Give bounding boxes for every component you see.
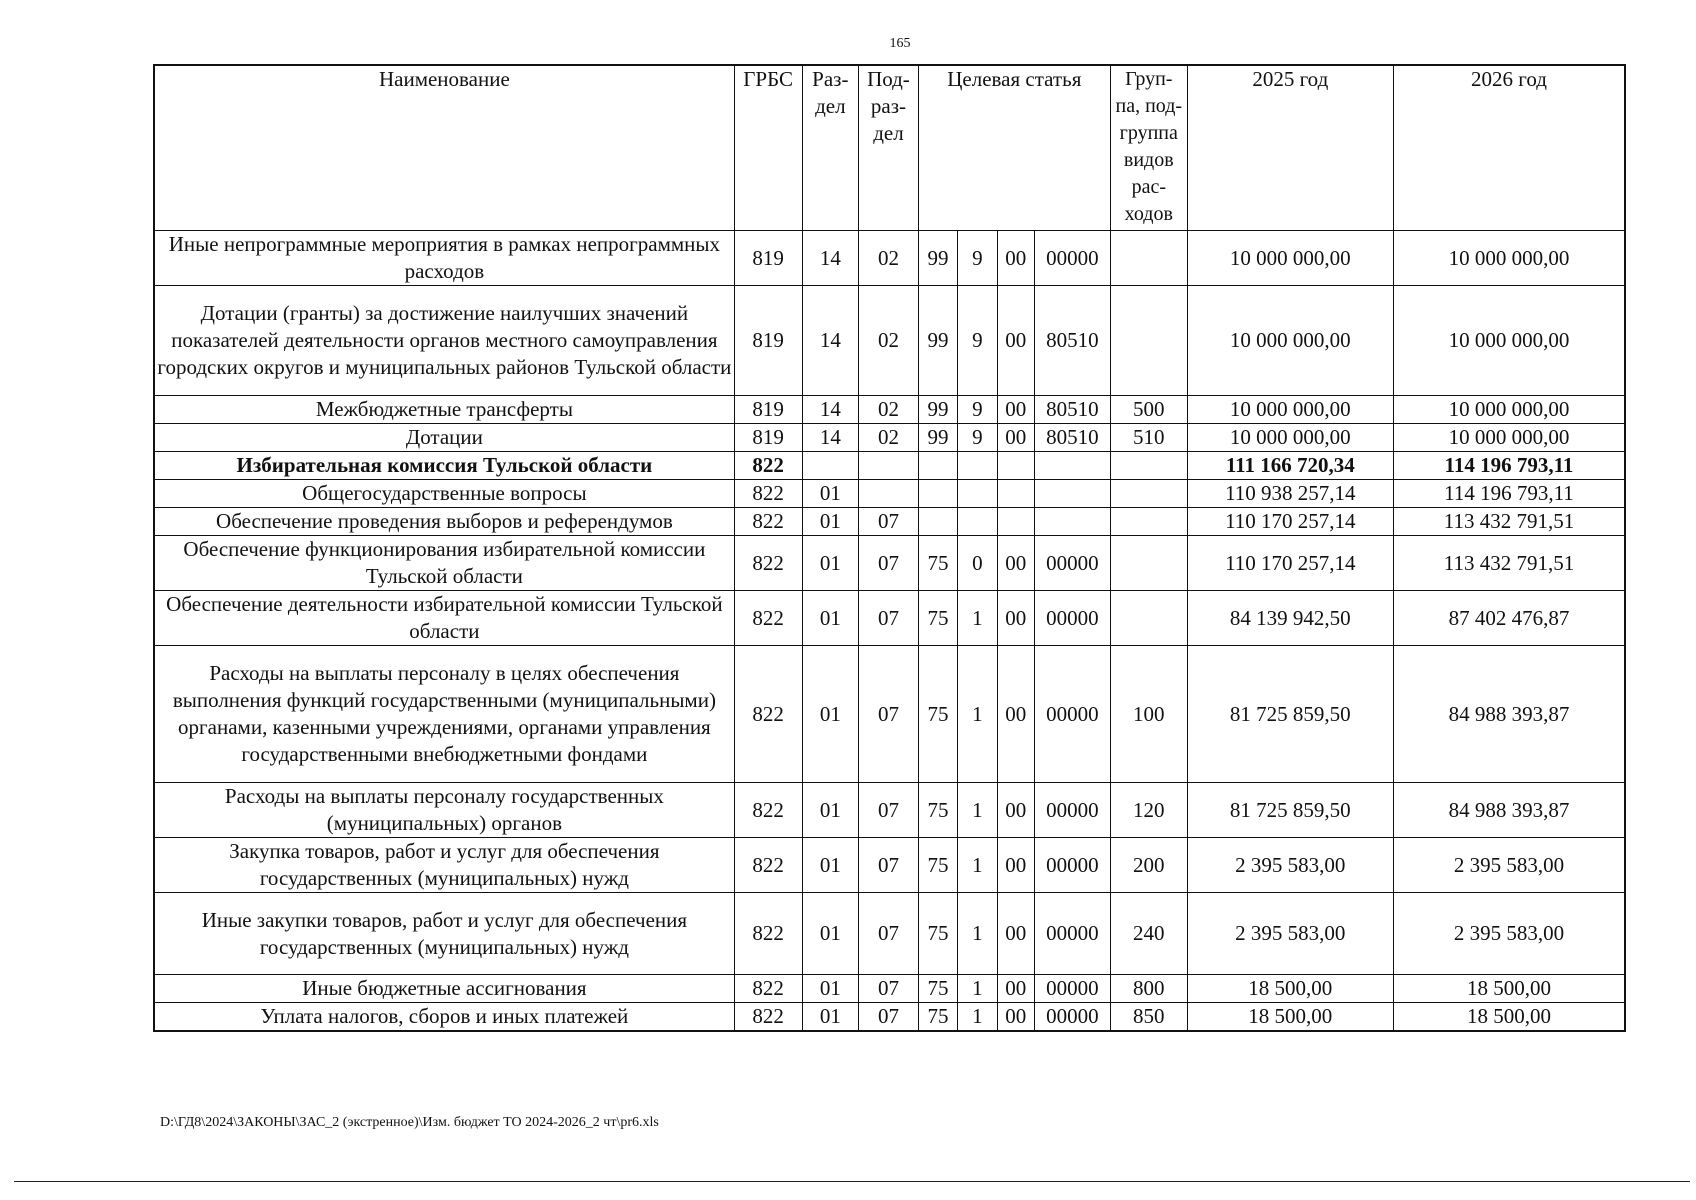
cell-name: Обеспечение деятельности избирательной комиссии Тульской области bbox=[154, 591, 734, 646]
cell-expense-group bbox=[1110, 231, 1187, 286]
cell-target-subprogram bbox=[958, 452, 997, 480]
cell-grbs: 819 bbox=[734, 286, 802, 396]
cell-2026: 18 500,00 bbox=[1393, 1003, 1625, 1032]
cell-2026: 113 432 791,51 bbox=[1393, 508, 1625, 536]
cell-target-program: 75 bbox=[918, 893, 957, 975]
header-grbs: ГРБС bbox=[734, 65, 802, 231]
cell-target-code bbox=[1035, 480, 1111, 508]
cell-2026: 2 395 583,00 bbox=[1393, 838, 1625, 893]
cell-expense-group bbox=[1110, 508, 1187, 536]
cell-target-direction: 00 bbox=[997, 396, 1034, 424]
cell-expense-group: 100 bbox=[1110, 646, 1187, 783]
cell-target-direction: 00 bbox=[997, 783, 1034, 838]
cell-2026: 84 988 393,87 bbox=[1393, 646, 1625, 783]
table-row bbox=[154, 975, 1625, 1003]
cell-target-code: 00000 bbox=[1035, 591, 1111, 646]
cell-target-subprogram: 1 bbox=[958, 1003, 997, 1032]
cell-grbs: 822 bbox=[734, 591, 802, 646]
cell-expense-group: 500 bbox=[1110, 396, 1187, 424]
cell-2025: 110 938 257,14 bbox=[1187, 480, 1393, 508]
cell-name: Дотации bbox=[154, 424, 734, 452]
cell-target-program: 75 bbox=[918, 975, 957, 1003]
table-row bbox=[154, 893, 1625, 975]
cell-razdel: 01 bbox=[802, 591, 859, 646]
cell-razdel: 01 bbox=[802, 508, 859, 536]
cell-expense-group: 510 bbox=[1110, 424, 1187, 452]
table-row bbox=[154, 1003, 1625, 1032]
cell-2026: 113 432 791,51 bbox=[1393, 536, 1625, 591]
header-2026: 2026 год bbox=[1393, 65, 1625, 231]
cell-target-subprogram: 9 bbox=[958, 396, 997, 424]
cell-target-subprogram: 9 bbox=[958, 231, 997, 286]
cell-name: Иные бюджетные ассигнования bbox=[154, 975, 734, 1003]
cell-2026: 84 988 393,87 bbox=[1393, 783, 1625, 838]
cell-2026: 10 000 000,00 bbox=[1393, 231, 1625, 286]
cell-grbs: 822 bbox=[734, 1003, 802, 1032]
cell-target-subprogram: 9 bbox=[958, 424, 997, 452]
cell-razdel bbox=[802, 452, 859, 480]
cell-target-program: 75 bbox=[918, 591, 957, 646]
cell-2025: 111 166 720,34 bbox=[1187, 452, 1393, 480]
cell-2026: 87 402 476,87 bbox=[1393, 591, 1625, 646]
table-row bbox=[154, 231, 1625, 286]
cell-expense-group bbox=[1110, 480, 1187, 508]
cell-razdel: 14 bbox=[802, 231, 859, 286]
cell-podrazdel: 02 bbox=[859, 286, 919, 396]
cell-target-code: 80510 bbox=[1035, 396, 1111, 424]
cell-razdel: 14 bbox=[802, 286, 859, 396]
cell-2025: 18 500,00 bbox=[1187, 975, 1393, 1003]
cell-target-direction: 00 bbox=[997, 424, 1034, 452]
cell-expense-group: 200 bbox=[1110, 838, 1187, 893]
cell-grbs: 822 bbox=[734, 480, 802, 508]
cell-name: Общегосударственные вопросы bbox=[154, 480, 734, 508]
cell-2025: 2 395 583,00 bbox=[1187, 838, 1393, 893]
cell-2026: 10 000 000,00 bbox=[1393, 286, 1625, 396]
cell-razdel: 01 bbox=[802, 838, 859, 893]
table-header-row bbox=[154, 65, 1625, 231]
bottom-divider bbox=[14, 1181, 1690, 1182]
cell-name: Иные закупки товаров, работ и услуг для обеспечения государственных (муниципальных) нужд bbox=[154, 893, 734, 975]
cell-target-code: 00000 bbox=[1035, 893, 1111, 975]
cell-podrazdel: 02 bbox=[859, 396, 919, 424]
cell-razdel: 01 bbox=[802, 893, 859, 975]
cell-target-direction: 00 bbox=[997, 838, 1034, 893]
cell-2026: 2 395 583,00 bbox=[1393, 893, 1625, 975]
cell-target-direction bbox=[997, 452, 1034, 480]
cell-expense-group: 240 bbox=[1110, 893, 1187, 975]
cell-2025: 110 170 257,14 bbox=[1187, 536, 1393, 591]
cell-podrazdel: 07 bbox=[859, 1003, 919, 1032]
table-row bbox=[154, 508, 1625, 536]
cell-target-direction: 00 bbox=[997, 646, 1034, 783]
cell-grbs: 819 bbox=[734, 424, 802, 452]
cell-name: Уплата налогов, сборов и иных платежей bbox=[154, 1003, 734, 1032]
cell-target-subprogram: 1 bbox=[958, 646, 997, 783]
cell-target-subprogram: 1 bbox=[958, 591, 997, 646]
cell-razdel: 01 bbox=[802, 536, 859, 591]
cell-grbs: 822 bbox=[734, 452, 802, 480]
cell-grbs: 822 bbox=[734, 536, 802, 591]
cell-2025: 81 725 859,50 bbox=[1187, 783, 1393, 838]
table-row bbox=[154, 646, 1625, 783]
table-row bbox=[154, 452, 1625, 480]
cell-2025: 10 000 000,00 bbox=[1187, 231, 1393, 286]
cell-name: Расходы на выплаты персоналу в целях обеспечения выполнения функций государственными (муниципальными) органами, казенными учреждениями, органами управления государственными внебюджетными фондами bbox=[154, 646, 734, 783]
cell-podrazdel: 07 bbox=[859, 536, 919, 591]
cell-target-direction: 00 bbox=[997, 536, 1034, 591]
cell-grbs: 822 bbox=[734, 783, 802, 838]
cell-target-program: 75 bbox=[918, 1003, 957, 1032]
cell-razdel: 01 bbox=[802, 480, 859, 508]
cell-2025: 10 000 000,00 bbox=[1187, 286, 1393, 396]
cell-2025: 10 000 000,00 bbox=[1187, 396, 1393, 424]
cell-target-program: 99 bbox=[918, 396, 957, 424]
cell-target-code: 00000 bbox=[1035, 646, 1111, 783]
cell-target-program: 75 bbox=[918, 783, 957, 838]
cell-name: Межбюджетные трансферты bbox=[154, 396, 734, 424]
cell-name: Дотации (гранты) за достижение наилучших значений показателей деятельности органов местного самоуправления городских округов и муниципальных районов Тульской области bbox=[154, 286, 734, 396]
header-target-article: Целевая статья bbox=[918, 65, 1110, 231]
cell-name: Избирательная комиссия Тульской области bbox=[154, 452, 734, 480]
cell-target-code: 00000 bbox=[1035, 536, 1111, 591]
cell-target-code: 00000 bbox=[1035, 838, 1111, 893]
cell-target-direction: 00 bbox=[997, 893, 1034, 975]
table-row bbox=[154, 838, 1625, 893]
header-razdel: Раз- дел bbox=[802, 65, 859, 231]
cell-name: Иные непрограммные мероприятия в рамках непрограммных расходов bbox=[154, 231, 734, 286]
cell-target-direction: 00 bbox=[997, 1003, 1034, 1032]
cell-grbs: 822 bbox=[734, 975, 802, 1003]
cell-name: Обеспечение функционирования избирательной комиссии Тульской области bbox=[154, 536, 734, 591]
cell-target-code: 00000 bbox=[1035, 1003, 1111, 1032]
cell-target-subprogram: 9 bbox=[958, 286, 997, 396]
cell-target-subprogram: 1 bbox=[958, 893, 997, 975]
cell-target-direction: 00 bbox=[997, 286, 1034, 396]
table-row bbox=[154, 536, 1625, 591]
cell-2025: 10 000 000,00 bbox=[1187, 424, 1393, 452]
cell-target-program: 99 bbox=[918, 231, 957, 286]
cell-podrazdel bbox=[859, 480, 919, 508]
file-path-footer: D:\ГД8\2024\ЗАКОНЫ\ЗАС_2 (экстренное)\Изм. бюджет ТО 2024-2026_2 чт\pr6.xls bbox=[160, 1115, 659, 1130]
cell-podrazdel: 02 bbox=[859, 231, 919, 286]
cell-podrazdel: 07 bbox=[859, 975, 919, 1003]
cell-expense-group: 120 bbox=[1110, 783, 1187, 838]
cell-razdel: 01 bbox=[802, 1003, 859, 1032]
cell-target-code bbox=[1035, 452, 1111, 480]
cell-target-program bbox=[918, 480, 957, 508]
cell-2026: 114 196 793,11 bbox=[1393, 480, 1625, 508]
cell-podrazdel: 07 bbox=[859, 646, 919, 783]
cell-target-program: 75 bbox=[918, 838, 957, 893]
cell-grbs: 819 bbox=[734, 231, 802, 286]
cell-target-program bbox=[918, 508, 957, 536]
cell-target-code: 00000 bbox=[1035, 975, 1111, 1003]
cell-target-code: 80510 bbox=[1035, 424, 1111, 452]
cell-target-subprogram: 0 bbox=[958, 536, 997, 591]
cell-2025: 18 500,00 bbox=[1187, 1003, 1393, 1032]
cell-razdel: 01 bbox=[802, 783, 859, 838]
cell-target-direction bbox=[997, 480, 1034, 508]
cell-razdel: 14 bbox=[802, 396, 859, 424]
cell-name: Закупка товаров, работ и услуг для обеспечения государственных (муниципальных) нужд bbox=[154, 838, 734, 893]
cell-target-program: 75 bbox=[918, 646, 957, 783]
cell-2025: 110 170 257,14 bbox=[1187, 508, 1393, 536]
cell-target-program: 99 bbox=[918, 286, 957, 396]
cell-target-program: 99 bbox=[918, 424, 957, 452]
cell-razdel: 01 bbox=[802, 646, 859, 783]
cell-target-subprogram: 1 bbox=[958, 783, 997, 838]
cell-name: Расходы на выплаты персоналу государственных (муниципальных) органов bbox=[154, 783, 734, 838]
cell-target-code: 00000 bbox=[1035, 783, 1111, 838]
cell-expense-group bbox=[1110, 591, 1187, 646]
table-row bbox=[154, 591, 1625, 646]
cell-podrazdel: 07 bbox=[859, 591, 919, 646]
cell-target-subprogram bbox=[958, 508, 997, 536]
cell-target-subprogram: 1 bbox=[958, 838, 997, 893]
cell-podrazdel: 07 bbox=[859, 838, 919, 893]
cell-grbs: 822 bbox=[734, 893, 802, 975]
table-row bbox=[154, 783, 1625, 838]
cell-razdel: 14 bbox=[802, 424, 859, 452]
cell-podrazdel: 07 bbox=[859, 783, 919, 838]
cell-expense-group bbox=[1110, 286, 1187, 396]
cell-expense-group: 800 bbox=[1110, 975, 1187, 1003]
cell-name: Обеспечение проведения выборов и референдумов bbox=[154, 508, 734, 536]
cell-target-direction bbox=[997, 508, 1034, 536]
cell-grbs: 822 bbox=[734, 646, 802, 783]
cell-grbs: 822 bbox=[734, 508, 802, 536]
cell-podrazdel: 07 bbox=[859, 508, 919, 536]
cell-target-direction: 00 bbox=[997, 231, 1034, 286]
cell-podrazdel bbox=[859, 452, 919, 480]
table-row bbox=[154, 424, 1625, 452]
cell-razdel: 01 bbox=[802, 975, 859, 1003]
cell-grbs: 822 bbox=[734, 838, 802, 893]
cell-target-direction: 00 bbox=[997, 591, 1034, 646]
cell-expense-group: 850 bbox=[1110, 1003, 1187, 1032]
header-2025: 2025 год bbox=[1187, 65, 1393, 231]
cell-2026: 10 000 000,00 bbox=[1393, 424, 1625, 452]
cell-target-code: 00000 bbox=[1035, 231, 1111, 286]
cell-2025: 2 395 583,00 bbox=[1187, 893, 1393, 975]
budget-table bbox=[153, 64, 1626, 1032]
header-podrazdel: Под- раз- дел bbox=[859, 65, 919, 231]
header-expense-group: Груп- па, под- группа видов рас- ходов bbox=[1110, 65, 1187, 231]
page-number: 165 bbox=[889, 36, 911, 51]
cell-2025: 84 139 942,50 bbox=[1187, 591, 1393, 646]
cell-2025: 81 725 859,50 bbox=[1187, 646, 1393, 783]
cell-target-program: 75 bbox=[918, 536, 957, 591]
cell-target-direction: 00 bbox=[997, 975, 1034, 1003]
header-name: Наименование bbox=[154, 65, 734, 231]
cell-podrazdel: 07 bbox=[859, 893, 919, 975]
table-row bbox=[154, 480, 1625, 508]
table-row bbox=[154, 396, 1625, 424]
cell-2026: 18 500,00 bbox=[1393, 975, 1625, 1003]
cell-target-subprogram bbox=[958, 480, 997, 508]
cell-2026: 10 000 000,00 bbox=[1393, 396, 1625, 424]
cell-target-code: 80510 bbox=[1035, 286, 1111, 396]
table-row bbox=[154, 286, 1625, 396]
cell-podrazdel: 02 bbox=[859, 424, 919, 452]
cell-target-subprogram: 1 bbox=[958, 975, 997, 1003]
cell-expense-group bbox=[1110, 536, 1187, 591]
cell-target-code bbox=[1035, 508, 1111, 536]
cell-grbs: 819 bbox=[734, 396, 802, 424]
cell-2026: 114 196 793,11 bbox=[1393, 452, 1625, 480]
cell-expense-group bbox=[1110, 452, 1187, 480]
cell-target-program bbox=[918, 452, 957, 480]
table-body bbox=[154, 231, 1625, 1032]
